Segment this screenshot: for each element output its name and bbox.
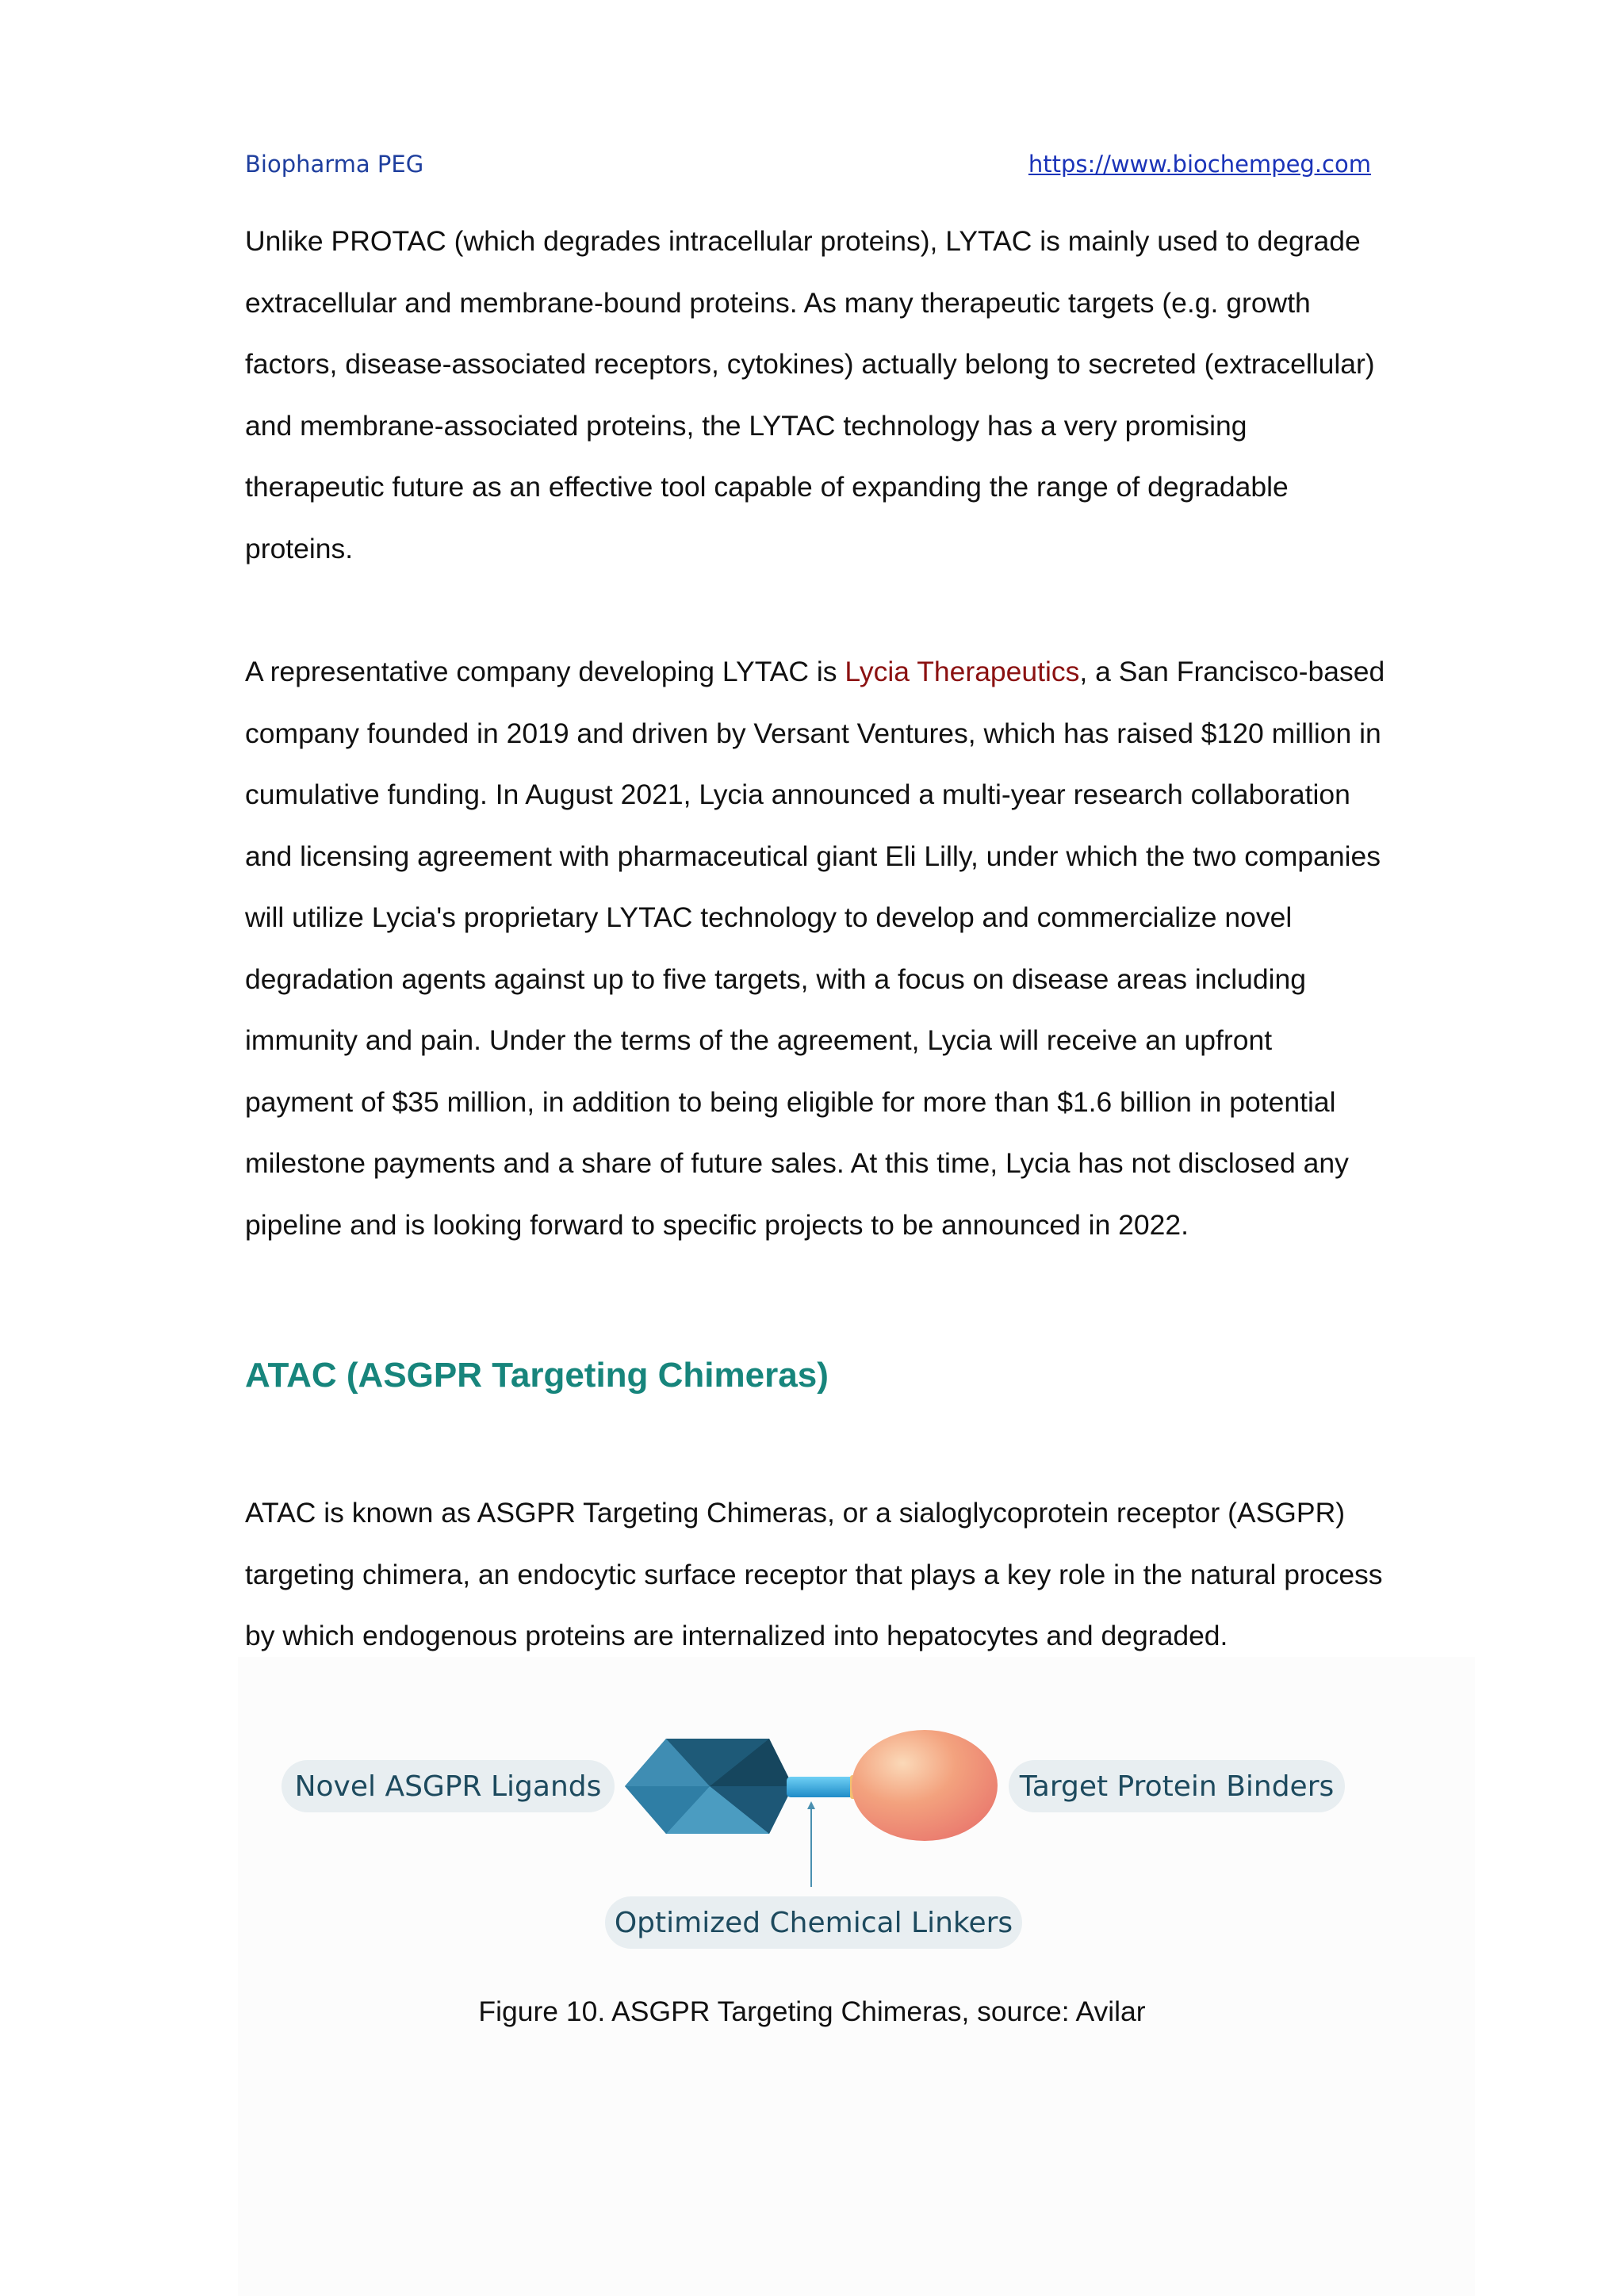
binders-label: Target Protein Binders [1019,1770,1335,1803]
figure-caption: Figure 10. ASGPR Targeting Chimeras, source: Avilar [478,1996,1146,2027]
atac-diagram [270,1705,1364,1966]
lycia-therapeutics-link[interactable]: Lycia Therapeutics [845,656,1080,687]
chemical-linker-icon [787,1775,861,1799]
atac-paragraph: ATAC is known as ASGPR Targeting Chimeras, or a sialoglycoprotein receptor (ASGPR) targeting chimera, an endocytic surface receptor that plays a key role in the natural process by which endogenous proteins are internalized into hepatocytes and degraded. [245,1497,1383,1651]
company-paragraph [245,641,1387,1256]
company-paragraph-start: A representative company developing LYTAC is [245,656,845,687]
header-url-link[interactable]: https://www.biochempeg.com [1028,151,1371,178]
target-protein-icon [852,1730,998,1841]
linker-pointer-arrow [807,1801,815,1809]
section-heading: ATAC (ASGPR Targeting Chimeras) [245,1356,829,1395]
page-header [245,151,1371,190]
header-brand: Biopharma PEG [245,151,424,178]
linkers-label: Optimized Chemical Linkers [614,1907,1013,1939]
ligand-hexagon-icon [625,1739,793,1834]
intro-paragraph: Unlike PROTAC (which degrades intracellular proteins), LYTAC is mainly used to degrade extracellular and membrane-bound proteins. As many therapeutic targets (e.g. growth factors, disease-associated receptors, cytokines) actually belong to secreted (extracellular) and membrane-associated proteins, the LYTAC technology has a very promising therapeutic future as an effective tool capable of expanding the range of degradable proteins. [245,225,1375,564]
ligands-label: Novel ASGPR Ligands [294,1770,602,1803]
company-paragraph-rest: , a San Francisco-based company founded in 2019 and driven by Versant Ventures, which has raised $120 million in cumulative funding. In August 2021, Lycia announced a multi-year research collaboration and licensing agreement with pharmaceutical giant Eli Lilly, under which the two companies will utilize Lycia's proprietary LYTAC technology to develop and commercialize novel degradation agents against up to five targets, with a focus on disease areas including immunity and pain. Under the terms of the agreement, Lycia will receive an upfront payment of $35 million, in addition to being eligible for more than $1.6 billion in potential milestone payments and a share of future sales. At this time, Lycia has not disclosed any pipeline and is looking forward to specific projects to be announced in 2022. [245,656,1385,1241]
